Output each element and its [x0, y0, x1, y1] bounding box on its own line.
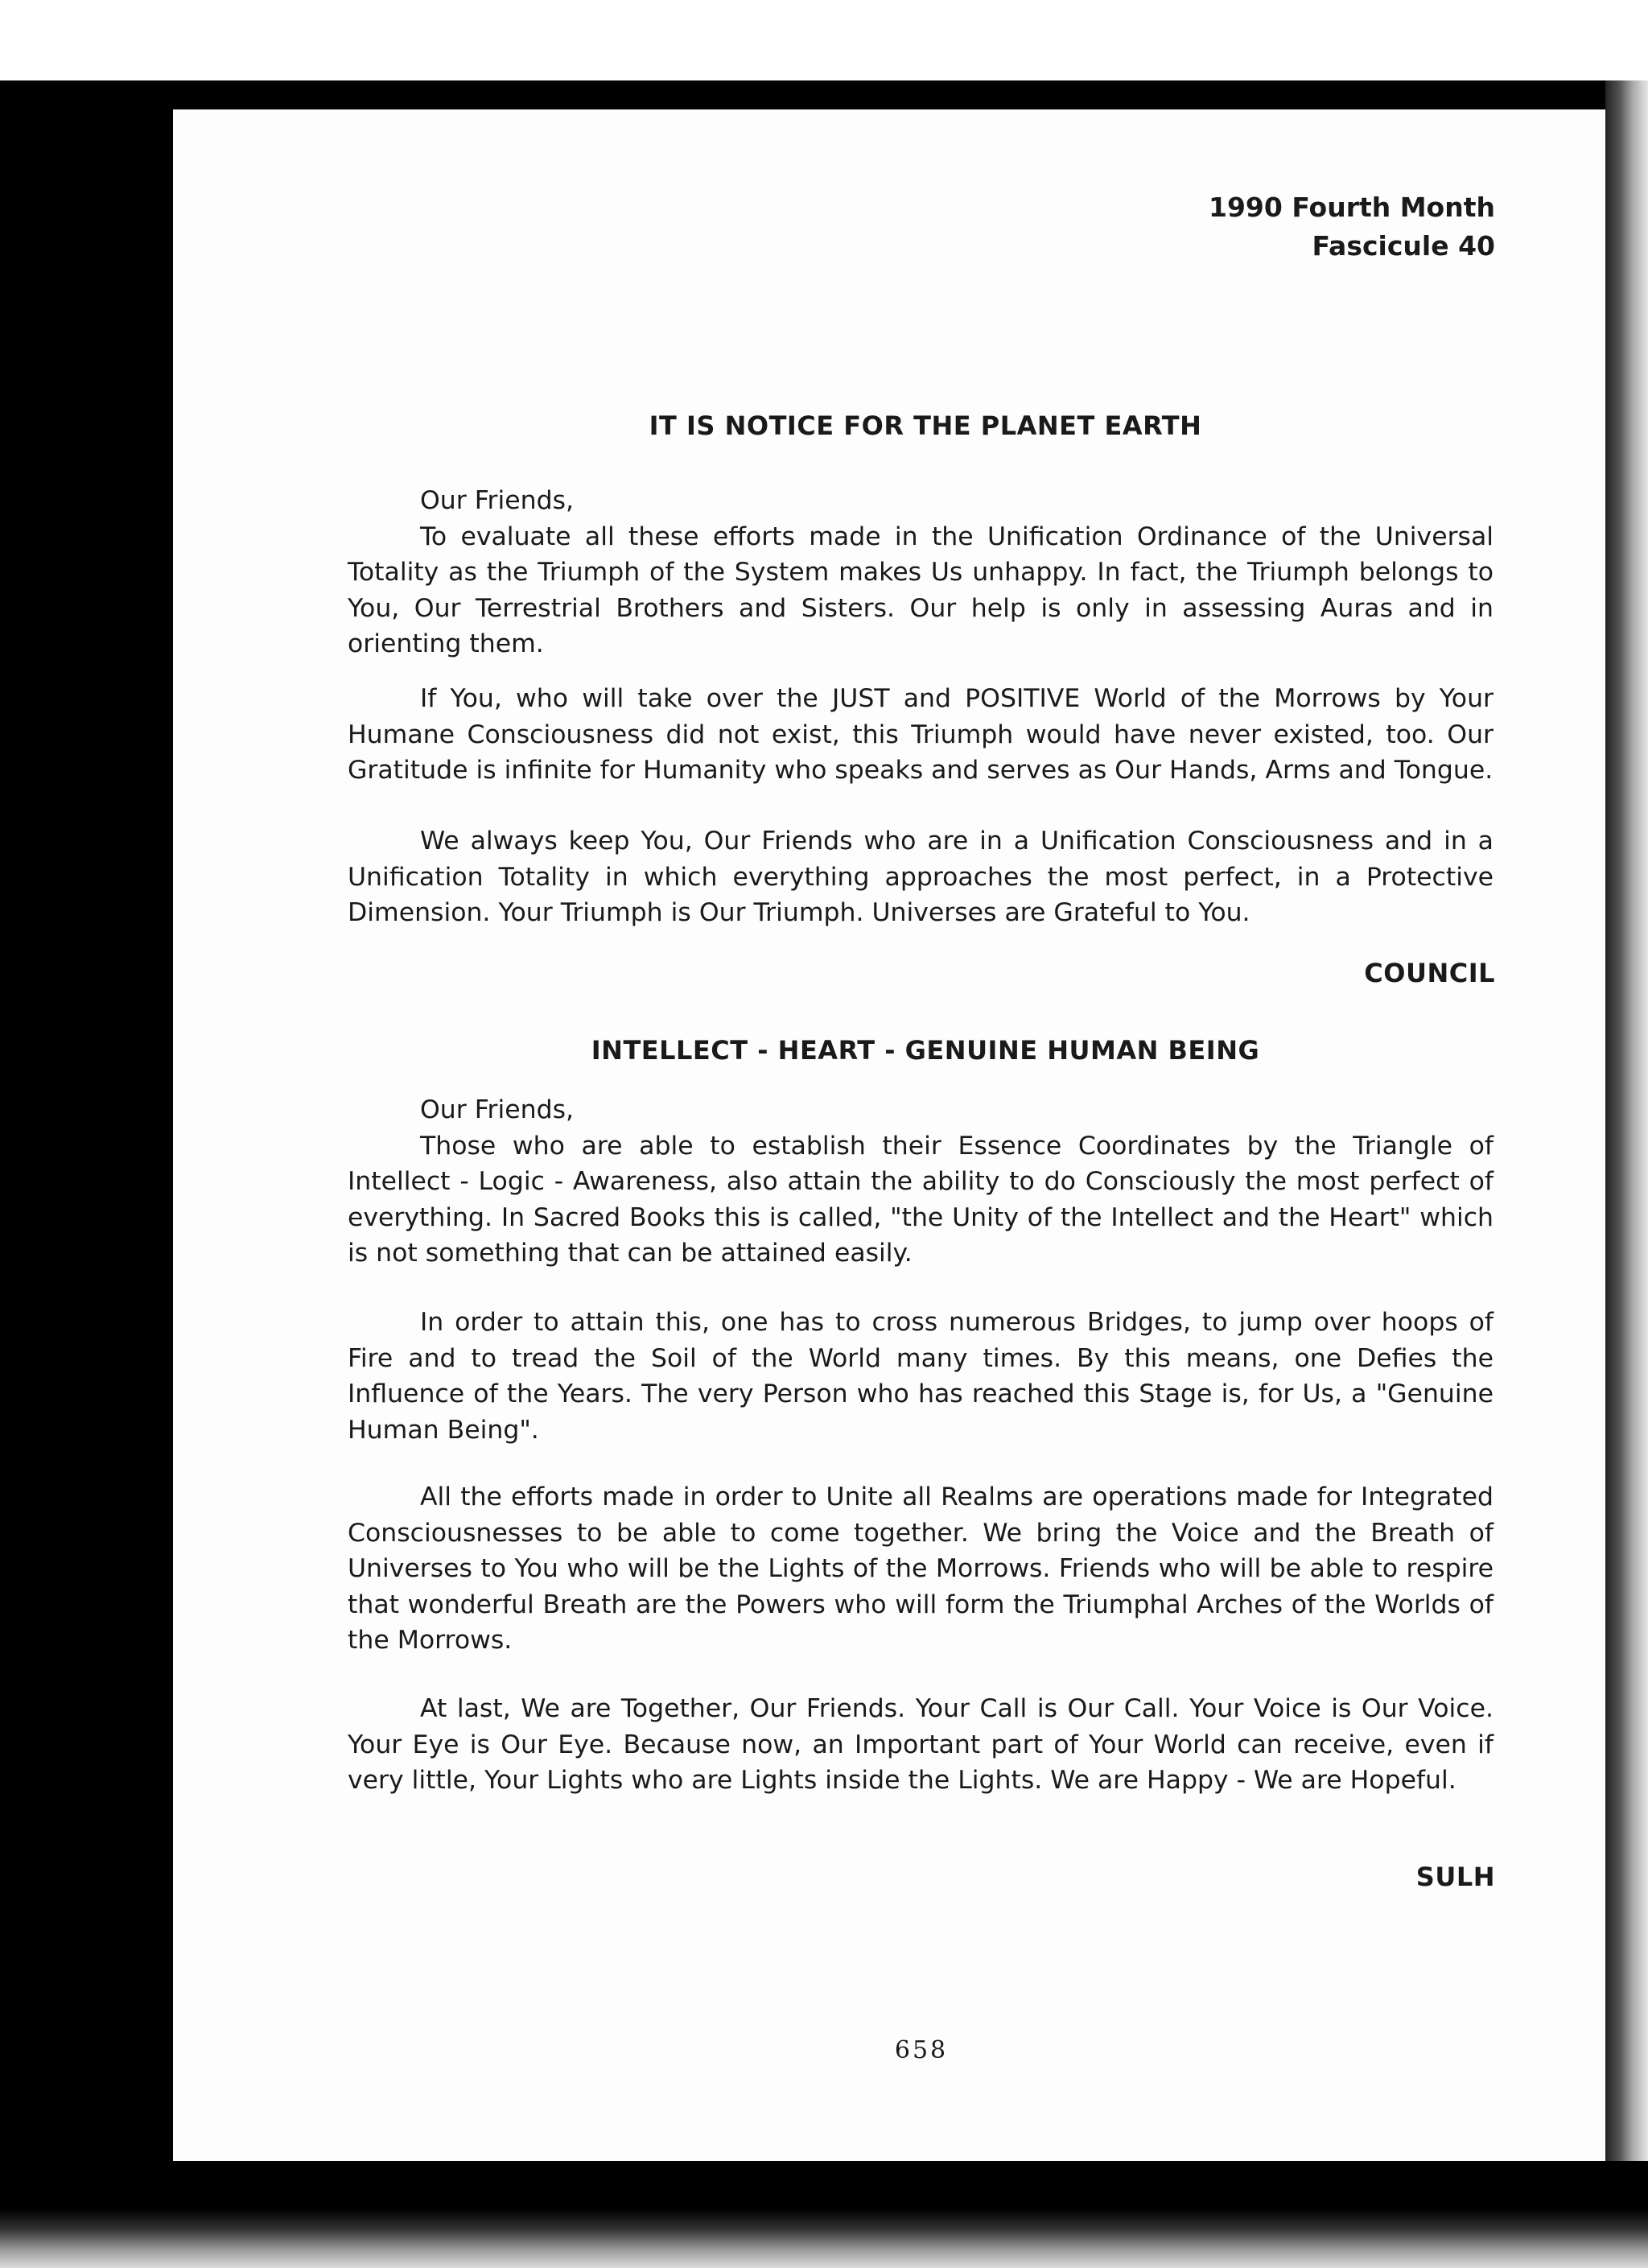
section1-body — [348, 483, 1494, 662]
header-fascicule: Fascicule 40 — [1312, 230, 1495, 262]
scan-border-left — [0, 80, 173, 2268]
section2-paragraph-3-wrap — [348, 1479, 1494, 1659]
section2-signature: SULH — [1415, 1862, 1495, 1892]
section2-paragraph-2-wrap — [348, 1305, 1494, 1448]
section2-paragraph-4: At last, We are Together, Our Friends. Your Call is Our Call. Your Voice is Our Voice. Your Eye is Our Eye. Because now, an Important part of Your World can receive, even if very little, Your Lights who are Lights inside the Lights. We are Happy - We are Hopeful. — [348, 1694, 1494, 1795]
page-header — [1209, 188, 1495, 266]
section2-paragraph-3: All the efforts made in order to Unite all Realms are operations made for Integrated Consciousnesses to be able to come together. We bring the Voice and the Breath of Universes to You who will be the Lights of the Morrows. Friends who will be able to respire that wonderful Breath are the Powers who will form the Triumphal Arches of the Worlds of the Morrows. — [348, 1482, 1494, 1655]
section2-paragraph-2: In order to attain this, one has to cross numerous Bridges, to jump over hoops of Fire and to tread the Soil of the World many times. By this means, one Defies the Influence of the Years. The very Person who has reached this Stage is, for Us, a "Genuine Human Being". — [348, 1308, 1494, 1445]
section2-paragraph-4-wrap — [348, 1691, 1494, 1799]
section1-paragraph-1: To evaluate all these efforts made in the Unification Ordinance of the Universal Totality as the Triumph of the System makes Us unhappy. In fact, the Triumph belongs to You, Our Terrestrial Brothers and Sisters. Our help is only in assessing Auras and in orienting them. — [348, 522, 1494, 658]
section2-title: INTELLECT - HEART - GENUINE HUMAN BEING — [591, 1035, 1260, 1066]
section1-greeting: Our Friends, — [420, 486, 575, 515]
section1-signature: COUNCIL — [1364, 958, 1495, 988]
section2-body — [348, 1092, 1494, 1272]
section2-greeting: Our Friends, — [420, 1095, 575, 1124]
section1-title: IT IS NOTICE FOR THE PLANET EARTH — [649, 410, 1202, 441]
header-date: 1990 Fourth Month — [1208, 192, 1495, 223]
section1-paragraph-3: We always keep You, Our Friends who are in a Unification Consciousness and in a Unification Totality in which everything approaches the most perfect, in a Protective Dimension. Your Triumph is Our Triumph. Universes are Grateful to You. — [348, 827, 1494, 927]
scan-border-bottom — [0, 2161, 1648, 2268]
section1-paragraph-3-wrap — [348, 823, 1494, 931]
page-number: 658 — [894, 2036, 949, 2064]
section1-paragraph-2: If You, who will take over the JUST and POSITIVE World of the Morrows by Your Humane Consciousness did not exist, this Triumph would have never existed, too. Our Gratitude is infinite for Humanity who speaks and serves as Our Hands, Arms and Tongue. — [348, 684, 1494, 785]
section1-paragraph-2-wrap — [348, 681, 1494, 789]
section2-paragraph-1: Those who are able to establish their Essence Coordinates by the Triangle of Intellect - Logic - Awareness, also attain the ability to do Consciously the most perfect of everything. In Sacred Books this is called, "the Unity of the Intellect and the Heart" which is not something that can be attained easily. — [348, 1131, 1494, 1268]
